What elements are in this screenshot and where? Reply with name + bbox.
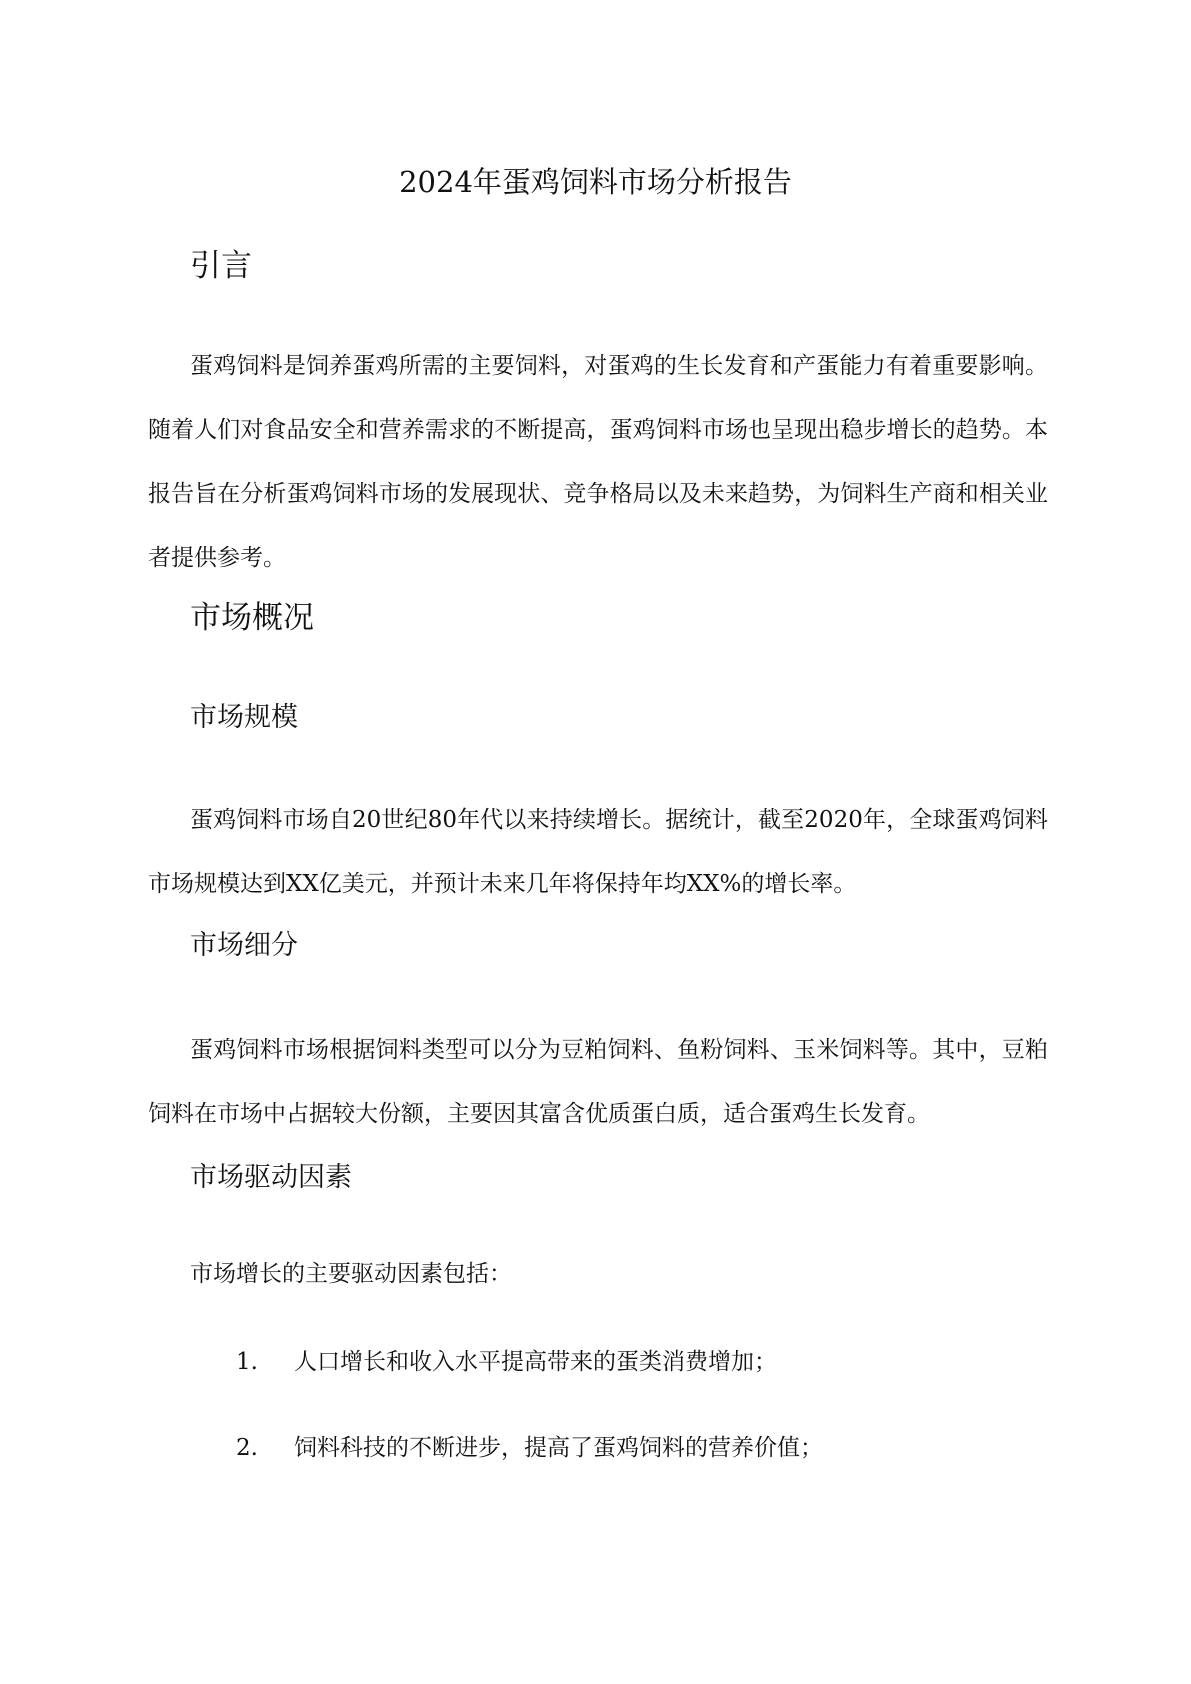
market-segments-paragraph: 蛋鸡饲料市场根据饲料类型可以分为豆粕饲料、鱼粉饲料、玉米饲料等。其中，豆粕饲料在市场中占据较大份额，主要因其富含优质蛋白质，适合蛋鸡生长发育。 bbox=[148, 1037, 1048, 1127]
document-title: 2024年蛋鸡饲料市场分析报告 bbox=[399, 165, 792, 199]
market-size-paragraph: 蛋鸡饲料市场自20世纪80年代以来持续增长。据统计，截至2020年，全球蛋鸡饲料市场规模达到XX亿美元，并预计未来几年将保持年均XX%的增长率。 bbox=[148, 807, 1048, 897]
list-item-number: 2. bbox=[236, 1435, 258, 1461]
heading-market-segments: 市场细分 bbox=[190, 930, 298, 961]
list-item-text: 人口增长和收入水平提高带来的蛋类消费增加； bbox=[294, 1349, 777, 1375]
heading-market-overview: 市场概况 bbox=[190, 600, 314, 636]
list-item-text: 饲料科技的不断进步，提高了蛋鸡饲料的营养价值； bbox=[294, 1435, 823, 1461]
intro-paragraph: 蛋鸡饲料是饲养蛋鸡所需的主要饲料，对蛋鸡的生长发育和产蛋能力有着重要影响。随着人们对食品安全和营养需求的不断提高，蛋鸡饲料市场也呈现出稳步增长的趋势。本报告旨在分析蛋鸡饲料市场的发展现状、竞争格局以及未来趋势，为饲料生产商和相关业者提供参考。 bbox=[148, 353, 1048, 571]
heading-market-drivers: 市场驱动因素 bbox=[190, 1162, 352, 1193]
list-item bbox=[236, 1342, 1056, 1382]
heading-intro: 引言 bbox=[190, 248, 252, 284]
list-item bbox=[236, 1428, 1056, 1468]
heading-market-size: 市场规模 bbox=[190, 702, 298, 733]
list-item-number: 1. bbox=[236, 1349, 258, 1375]
market-drivers-intro: 市场增长的主要驱动因素包括： bbox=[190, 1261, 512, 1287]
